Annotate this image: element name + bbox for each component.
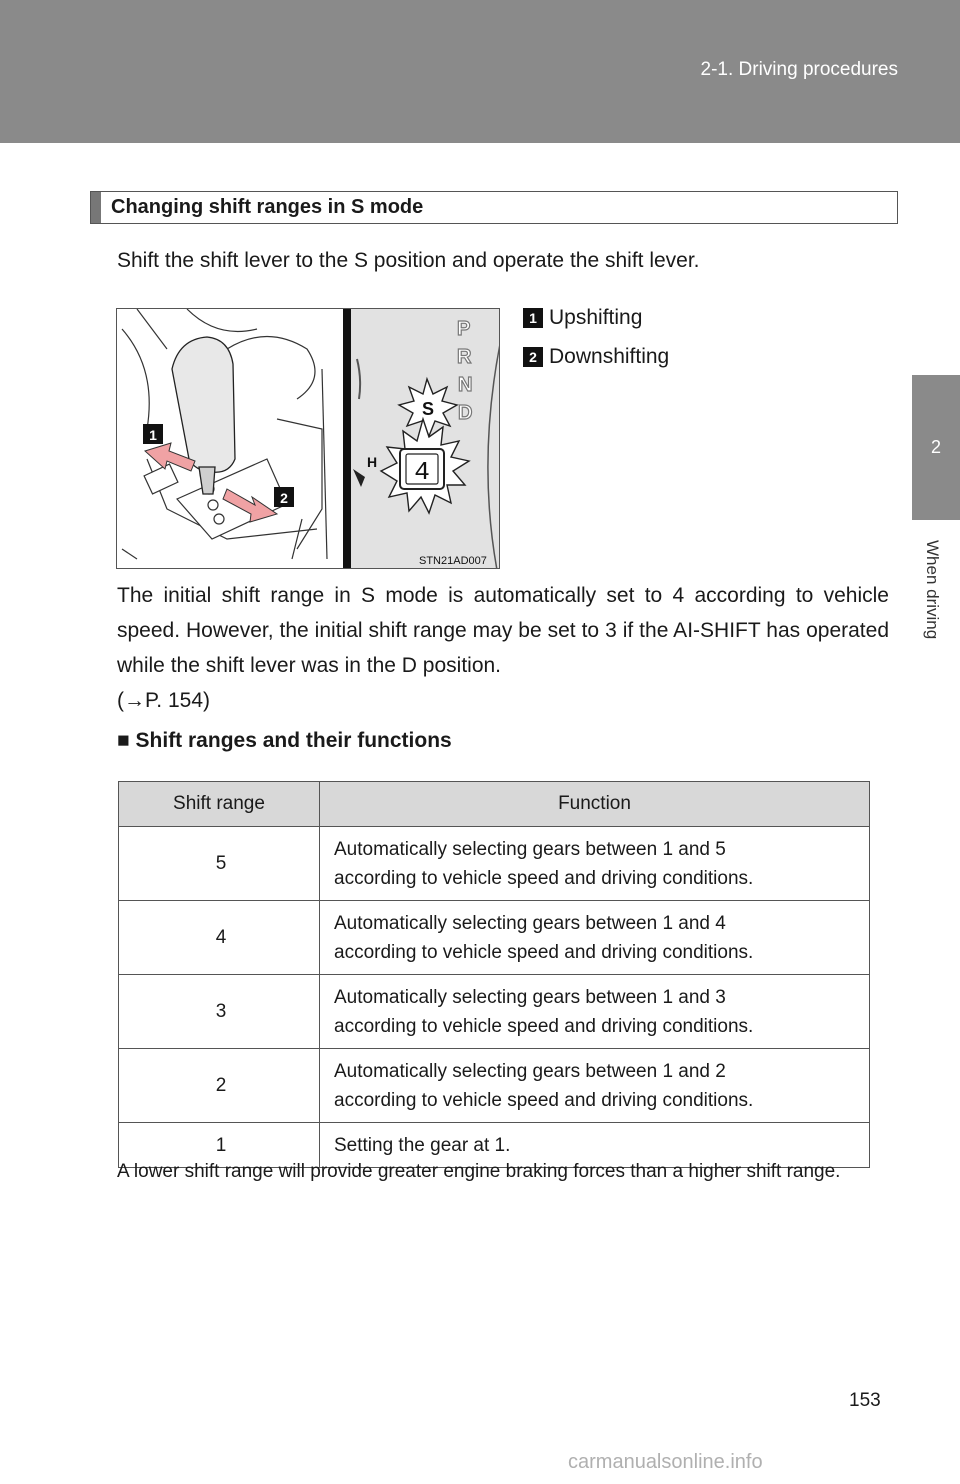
header-section-title: 2-1. Driving procedures bbox=[700, 59, 898, 80]
shift-range-table bbox=[118, 781, 870, 1168]
cell-range: 1 bbox=[119, 1123, 320, 1168]
selected-mode-label: S bbox=[421, 399, 435, 419]
cell-function: Automatically selecting gears between 1 and 2 according to vehicle speed and driving conditions. bbox=[320, 1049, 870, 1123]
page-reference-link[interactable]: (→P. 154) bbox=[117, 689, 210, 712]
indicator-p: P bbox=[457, 318, 471, 340]
cell-function: Automatically selecting gears between 1 and 3 according to vehicle speed and driving conditions. bbox=[320, 975, 870, 1049]
chapter-tab-label: When driving bbox=[923, 540, 942, 640]
intro-text: Shift the shift lever to the S position and operate the shift lever. bbox=[117, 249, 700, 272]
figure-code: STN21AD007 bbox=[419, 555, 487, 567]
column-header-shift-range: Shift range bbox=[119, 782, 320, 827]
subheading: ■ Shift ranges and their functions bbox=[117, 729, 452, 752]
shift-lever-drawing bbox=[117, 309, 500, 569]
watermark: carmanualsonline.info bbox=[568, 1451, 763, 1473]
cell-range: 2 bbox=[119, 1049, 320, 1123]
section-title: Changing shift ranges in S mode bbox=[90, 191, 898, 224]
cell-range: 3 bbox=[119, 975, 320, 1049]
legend-label: Upshifting bbox=[549, 306, 643, 329]
paragraph-main: The initial shift range in S mode is automatically set to 4 according to vehicle speed. However, the initial shift range may be set to 3 if the AI-SHIFT has operated while the shift lever was in the D position. bbox=[117, 584, 889, 677]
cell-function: Setting the gear at 1. bbox=[320, 1123, 870, 1168]
display-gear-label: 4 bbox=[414, 457, 430, 487]
table-row bbox=[119, 901, 870, 975]
hold-label: H bbox=[366, 454, 378, 470]
chapter-tab-number[interactable]: 2 bbox=[912, 375, 960, 520]
shift-lever-illustration bbox=[116, 308, 500, 569]
page-number: 153 bbox=[849, 1390, 881, 1411]
legend-item-downshifting bbox=[523, 345, 669, 369]
cell-range: 5 bbox=[119, 827, 320, 901]
page-header bbox=[0, 0, 960, 143]
cell-function: Automatically selecting gears between 1 and 4 according to vehicle speed and driving conditions. bbox=[320, 901, 870, 975]
indicator-d: D bbox=[458, 402, 473, 424]
indicator-n: N bbox=[458, 374, 473, 396]
callout-1: 1 bbox=[149, 427, 157, 443]
table-row bbox=[119, 975, 870, 1049]
table-header-row bbox=[119, 782, 870, 827]
column-header-function: Function bbox=[320, 782, 870, 827]
table-row bbox=[119, 1049, 870, 1123]
legend-num: 2 bbox=[523, 347, 543, 367]
legend-label: Downshifting bbox=[549, 345, 670, 368]
engine-braking-note: A lower shift range will provide greater engine braking forces than a higher shift range. bbox=[117, 1161, 841, 1182]
legend-num: 1 bbox=[523, 308, 543, 328]
table-row bbox=[119, 827, 870, 901]
cell-range: 4 bbox=[119, 901, 320, 975]
initial-shift-paragraph bbox=[117, 578, 889, 718]
indicator-r: R bbox=[457, 346, 472, 368]
legend-item-upshifting bbox=[523, 306, 642, 330]
cell-function: Automatically selecting gears between 1 and 5 according to vehicle speed and driving conditions. bbox=[320, 827, 870, 901]
callout-2: 2 bbox=[280, 490, 288, 506]
